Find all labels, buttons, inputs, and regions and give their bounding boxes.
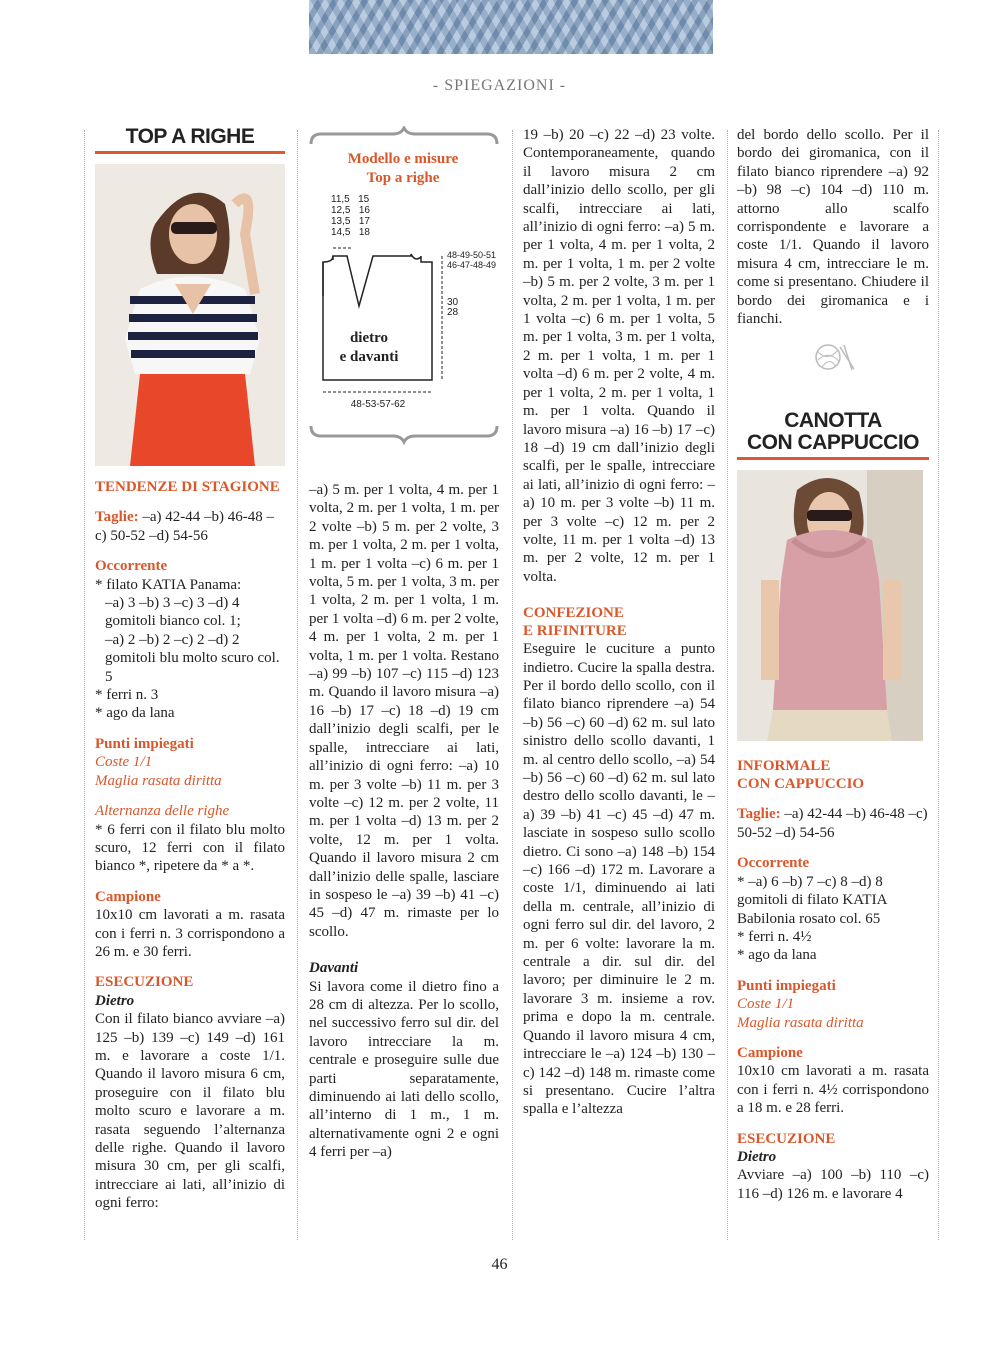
measure-label: 46-47-48-49 <box>447 260 497 270</box>
diagram-piece-label <box>339 329 399 367</box>
section-title-line: INFORMALE <box>737 758 831 775</box>
schematic-diagram <box>309 126 499 481</box>
column-divider <box>727 130 728 1240</box>
sizes-value: –a) 42-44 –b) 46-48 –c) 50-52 –d) 54-56 <box>737 806 928 841</box>
materials-label: Occorrente <box>737 855 810 872</box>
measure-label: 12,5 <box>331 205 351 216</box>
page-number: 46 <box>491 1256 508 1273</box>
column-3 <box>523 126 715 1119</box>
material-item: * –a) 6 –b) 7 –c) 8 –d) 8 gomitoli di filato KATIA Babilonia rosato col. 65 <box>737 873 887 927</box>
column-divider <box>512 130 513 1240</box>
column-divider <box>938 130 939 1240</box>
measure-label: 17 <box>358 216 370 227</box>
piece-label-line: e davanti <box>339 349 399 365</box>
model-hooded-tank-illustration <box>737 470 923 741</box>
finishing-text: Eseguire le cuciture a punto indietro. Cucire la spalla destra. Per il bordo dello scollo, con il filato bianco riprendere –a) 54 –b) 56 –c) 60 –d) 62 m. sul lato sinistro dello scollo davanti, 1 m. al centro dello scollo, –a) 54 –b) 56 –c) 60 –d) 62 m. sul lato destro dello scollo davanti, le –a) 39 –b) 41 –c) 45 –d) 47 m. lasciate in sospeso sullo scollo dietro. Ci sono –a) 148 –b) 154 –c) 166 –d) 172 m. Lavorare a coste 1/1, diminuendo ai lati della m. centrale, all’inizio di ogni ferro sul dir. del lavoro, 2 m. per 6 volte: lavorare la m. centrale a dir. sul dir. del lavoro; per diminuire le 2 m. lavorare 3 m. insieme a rov. prima e dopo la m. centrale. Quando il lavoro misura 4 cm, intrecciare le –a) 124 –b) 130 –c) 142 –d) 148 m. rimaste come si presentano. Cucire l’altra spalla e l’altezza <box>523 641 715 1118</box>
knit-texture-banner <box>309 0 713 54</box>
sizes-value: –a) 42-44 –b) 46-48 –c) 50-52 –d) 54-56 <box>95 509 275 544</box>
gauge-text: 10x10 cm lavorati a m. rasata con i ferri n. 3 corrispondono a 26 m. e 30 ferri. <box>95 907 285 960</box>
measure-label: 14,5 <box>331 227 351 238</box>
model-striped-top-illustration <box>95 164 285 466</box>
material-item: * ago da lana <box>95 705 175 722</box>
front-text: Si lavora come il dietro fino a 28 cm di altezza. Per lo scollo, nel successivo ferro sul dir. del lavoro intrecciare la m. centrale e proseguire sulle due parti separatamente, diminuendo ai lati dello scollo, all’interno di 1 m., 1 m. alternativamente ogni 2 e ogni 4 ferri per –a) <box>309 978 499 1161</box>
front-label: Davanti <box>309 960 359 977</box>
instructions-text: del bordo dello scollo. Per il bordo dei giromanica, con il filato bianco riprendere –a) 92 –b) 98 –c) 104 –d) 110 m. attorno allo scalfo corrispondente e lavorare a coste 1/1. Quando il lavoro misura 4 cm, intrecciare le m. come si presentano. Chiudere il bordo dei giromanica e i fianchi. <box>737 127 929 328</box>
column-4 <box>737 126 929 1203</box>
title-line: CANOTTA <box>784 409 882 433</box>
sizes-label: Taglie: <box>737 806 781 823</box>
stitch-item: Coste 1/1 <box>95 754 153 771</box>
stripe-sequence-text: * 6 ferri con il filato blu molto scuro, 12 ferri con il filato bianco *, ripetere da * a *. <box>95 821 285 875</box>
photo-hooded-tank <box>737 470 923 741</box>
yarn-ball-icon <box>737 342 929 382</box>
gauge-label: Campione <box>737 1044 803 1061</box>
measure-label: 11,5 <box>331 194 350 205</box>
material-item: * ferri n. 4½ <box>737 928 812 945</box>
measure-label: 15 <box>358 194 370 205</box>
sizes-paragraph <box>737 805 929 842</box>
sizes-paragraph <box>95 508 285 545</box>
measure-label: 48-49-50-51 <box>447 250 497 260</box>
stitch-item: Maglia rasata diritta <box>95 772 222 789</box>
material-item: –a) 3 –b) 3 –c) 3 –d) 4 gomitoli bianco col. 1; <box>105 595 241 630</box>
measure-label: 30 <box>447 297 459 308</box>
stitches-label: Punti impiegati <box>737 977 836 994</box>
sizes-label: Taglie: <box>95 509 139 526</box>
column-divider <box>84 130 85 1240</box>
instructions-text: –a) 5 m. per 1 volta, 4 m. per 1 volta, 2 m. per 1 volta, 1 m. per 2 volte –b) 5 m. per 2 volte, 3 m. per 1 volta, 2 m. per 1 volta, 1 m. per 1 volta –c) 6 m. per 1 volta, 5 m. per 1 volta, 3 m. per 1 volta, 2 m. per 1 volta, 1 m. per 1 volta –d) 6 m. per 2 volte, 4 m. per 1 volta, 2 m. per 1 volta, 1 m. per 1 volta. Restano –a) 99 –b) 107 –c) 115 –d) 123 m. Quando il lavoro misura –a) 16 –b) 17 –c) 18 –d) 19 cm dall’inizio degli scalfi, per le spalle, intrecciare ai lati, all’inizio di ogni ferro: –a) 10 m. per 3 volte –b) 11 m. per 3 volte –c) 12 m. per 2 volte, 11 m. per 1 volta –d) 13 m. per 2 volte, 12 m. per 1 volta. Quando il lavoro misura 2 cm dall’inizio delle spalle, lasciare in sospeso le –a) 39 –b) 41 –c) 45 –d) 47 m. rimaste per lo scollo. <box>309 482 499 940</box>
stitch-item: Coste 1/1 <box>737 996 795 1013</box>
diagram-size-labels <box>331 194 370 238</box>
section-title <box>737 757 929 793</box>
measure-label: 18 <box>358 227 370 238</box>
article-title <box>737 410 929 460</box>
material-item: –a) 2 –b) 2 –c) 2 –d) 2 gomitoli blu molto scuro col. 5 <box>105 631 280 685</box>
diagram-neck-labels <box>447 250 496 270</box>
page-header: - SPIEGAZIONI - <box>432 77 567 94</box>
measure-label: 28 <box>447 307 459 318</box>
instructions-text: 19 –b) 20 –c) 22 –d) 23 volte. Contemporaneamente, quando il lavoro misura 2 cm dall’inizio dello scollo, per gli scalfi, intrecciare ai lati, all’inizio di ogni ferro: –a) 5 m. per 1 volta, 4 m. per 1 volta, 2 m. per 1 volta, 1 m. per 2 volte –b) 5 m. per 2 volte, 3 m. per 1 volta, 2 m. per 1 volta, 1 m. per 1 volta –c) 6 m. per 1 volta, 5 m. per 1 volta, 3 m. per 1 volta, 2 m. per 1 volta, 1 m. per 1 volta –d) 6 m. per 2 volte, 4 m. per 1 volta, 2 m. per 1 volta, 1 m. per 1 volta. Quando il lavoro misura –a) 16 –b) 17 –c) 18 –d) 19 cm dall’inizio degli scalfi, per le spalle, intrecciare ai lati, all’inizio di ogni ferro: –a) 10 m. per 3 volte –b) 11 m. per 3 volte –c) 12 m. per 2 volte, 11 m. per 1 volta –d) 13 m. per 2 volte, 12 m. per 1 volta. <box>523 127 715 585</box>
finishing-label-line: E RIFINITURE <box>523 623 627 640</box>
finishing-label-line: CONFEZIONE <box>523 605 624 622</box>
finishing-label <box>523 604 715 640</box>
column-2 <box>309 126 499 1162</box>
back-text: Avviare –a) 100 –b) 110 –c) 116 –d) 126 m. e lavorare 4 <box>737 1167 929 1202</box>
diagram-height-labels <box>447 298 458 318</box>
back-label: Dietro <box>95 992 135 1009</box>
column-1 <box>95 126 285 1213</box>
diagram-subtitle: Top a righe <box>366 170 440 186</box>
stripe-sequence-label: Alternanza delle righe <box>95 803 230 820</box>
diagram-title: Modello e misure <box>347 151 459 167</box>
materials-label: Occorrente <box>95 558 168 575</box>
material-item: * ferri n. 3 <box>95 687 159 704</box>
stitches-label: Punti impiegati <box>95 735 194 752</box>
material-item: * filato KATIA Panama: <box>95 576 242 593</box>
section-title-line: CON CAPPUCCIO <box>737 776 865 793</box>
column-divider <box>297 130 298 1240</box>
piece-label-line: dietro <box>349 330 389 346</box>
back-text: Con il filato bianco avviare –a) 125 –b) 139 –c) 149 –d) 161 m. e lavorare a coste 1/1. Quando il lavoro misura 6 cm, proseguire con il filato blu molto scuro e lavorare a m. rasata seguendo l’alternanza delle righe. Quando il lavoro misura 30 cm, per gli scalfi, intrecciare ai lati, all’inizio di ogni ferro: <box>95 1011 285 1212</box>
execution-label: ESECUZIONE <box>737 1130 836 1147</box>
back-label: Dietro <box>737 1148 777 1165</box>
article-title: TOP A RIGHE <box>95 126 285 154</box>
execution-label: ESECUZIONE <box>95 974 194 991</box>
gauge-text: 10x10 cm lavorati a m. rasata con i ferri n. 4½ corrispondono a 18 m. e 28 ferri. <box>737 1063 929 1117</box>
section-title: TENDENZE DI STAGIONE <box>95 479 280 495</box>
material-item: * ago da lana <box>737 947 817 964</box>
measure-label: 16 <box>358 205 370 216</box>
stitch-item: Maglia rasata diritta <box>737 1014 864 1031</box>
photo-striped-top <box>95 164 285 466</box>
measure-label: 13,5 <box>331 216 351 227</box>
measure-label: 48-53-57-62 <box>350 399 406 410</box>
title-line: CON CAPPUCCIO <box>746 431 919 455</box>
gauge-label: Campione <box>95 888 161 905</box>
